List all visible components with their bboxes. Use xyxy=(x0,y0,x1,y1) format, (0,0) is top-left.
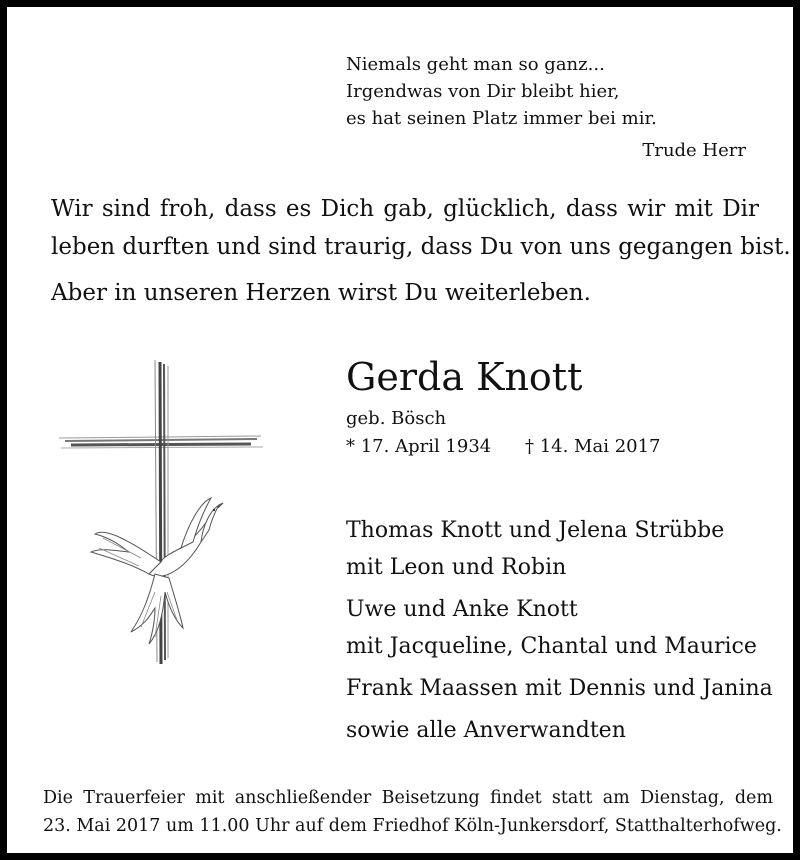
life-dates xyxy=(346,436,661,457)
poem-line: Irgendwas von Dir bleibt hier, xyxy=(346,81,620,102)
mourner-line: Frank Maassen mit Dennis und Janina xyxy=(346,676,773,701)
funeral-notice-line: Die Trauerfeier mit anschließender Beisetzung findet statt am Dienstag, dem xyxy=(43,788,773,808)
poem-line: es hat seinen Platz immer bei mir. xyxy=(346,108,657,129)
mourners-list xyxy=(346,512,773,749)
birth-date: * 17. April 1934 xyxy=(346,436,492,457)
poem-author: Trude Herr xyxy=(642,140,746,161)
poem xyxy=(346,51,657,132)
mourner-line: mit Jacqueline, Chantal und Maurice xyxy=(346,634,757,659)
intro-text xyxy=(51,190,791,312)
dove-icon xyxy=(91,498,223,644)
mourner-line: sowie alle Anverwandten xyxy=(346,718,626,743)
intro-line: leben durften und sind traurig, dass Du von uns gegangen bist. xyxy=(51,234,791,260)
intro-line: Wir sind froh, dass es Dich gab, glücklich, dass wir mit Dir xyxy=(51,196,759,222)
birth-name: geb. Bösch xyxy=(346,408,447,429)
funeral-notice xyxy=(43,784,782,840)
intro-line: Aber in unseren Herzen wirst Du weiterleben. xyxy=(51,280,591,306)
poem-line: Niemals geht man so ganz... xyxy=(346,54,605,75)
mourner-line: Uwe und Anke Knott xyxy=(346,597,578,622)
death-date: † 14. Mai 2017 xyxy=(524,436,661,457)
mourner-line: Thomas Knott und Jelena Strübbe xyxy=(346,518,725,543)
deceased-name: Gerda Knott xyxy=(346,355,583,399)
cross-and-dove-icon xyxy=(51,352,267,672)
funeral-notice-line: 23. Mai 2017 um 11.00 Uhr auf dem Friedhof Köln-Junkersdorf, Statthalterhofweg. xyxy=(43,816,782,836)
mourner-line: mit Leon und Robin xyxy=(346,555,567,580)
